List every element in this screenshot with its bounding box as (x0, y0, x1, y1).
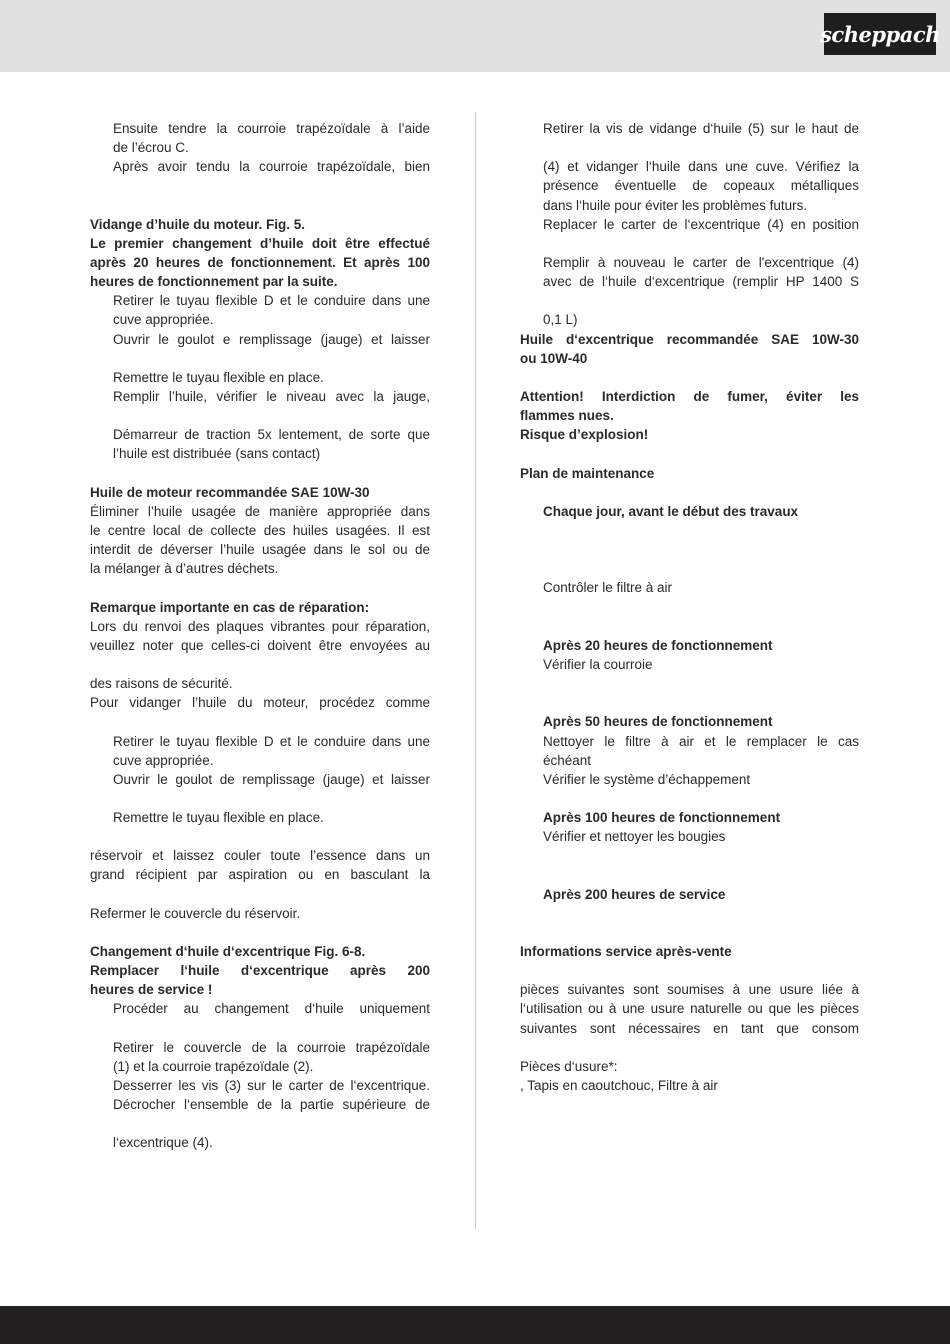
text-line: 0,1 L) (543, 312, 578, 328)
text-line: veuillez noter que celles-ci doivent être envoyées au (90, 637, 430, 653)
blank-line (520, 598, 859, 617)
text-line: de l’écrou C. (113, 140, 189, 156)
heading-line: heures de service ! (90, 982, 213, 998)
heading-line: Après 50 heures de fonctionnement (543, 714, 773, 730)
text-line: Vérifier la courroie (543, 656, 653, 672)
blank-line (520, 789, 859, 808)
blank-line (520, 904, 859, 923)
text-line: Retirer la vis de vidange d‘huile (5) sur le haut de (543, 121, 859, 136)
blank-line (520, 483, 859, 502)
blank-line (520, 291, 859, 310)
text-line: Remettre le tuyau flexible en place. (113, 369, 324, 385)
text-line: Remplir l’huile, vérifier le niveau avec la jauge, (113, 388, 430, 404)
text-line: Retirer le tuyau flexible D et le conduire dans une (113, 733, 430, 749)
heading-line: Remplacer l‘huile d‘excentrique après 200 (90, 963, 430, 979)
blank-line (90, 655, 430, 674)
brand-logo: scheppach (824, 13, 936, 55)
text-line: Pièces d‘usure*: (520, 1058, 618, 1074)
heading-line: ou 10W-40 (520, 350, 588, 366)
text-line: l’huile est distribuée (sans contact) (113, 446, 321, 462)
text-line: suivantes sont nécessaires en tant que consom (520, 1020, 859, 1036)
text-line: Décrocher l‘ensemble de la partie supérieure de (113, 1097, 430, 1113)
text-line: Lors du renvoi des plaques vibrantes pour réparation, (90, 618, 430, 634)
heading-line: Vidange d’huile du moteur. Fig. 5. (90, 216, 306, 232)
text-line: Après avoir tendu la courroie trapézoïdale, bien (113, 159, 430, 175)
text-line: Remplir à nouveau le carter de l'excentrique (4) (543, 254, 859, 270)
blank-line (520, 617, 859, 636)
text-line: l‘utilisation ou à une usure naturelle ou que les pièces (520, 1001, 859, 1017)
heading-line: flammes nues. (520, 408, 614, 424)
heading-line: Changement d‘huile d‘excentrique Fig. 6-8. (90, 944, 366, 960)
text-line: cuve appropriée. (113, 312, 214, 328)
blank-line (520, 368, 859, 387)
blank-line (520, 234, 859, 253)
blank-line (90, 885, 430, 904)
text-line: Ouvrir le goulot de remplissage (jauge) et laisser (113, 771, 430, 787)
text-line: avec de l‘huile d‘excentrique (remplir HP 1400 S (543, 274, 859, 290)
blank-line (520, 846, 859, 865)
text-line: Ouvrir le goulot e remplissage (jauge) et laisser (113, 331, 430, 347)
blank-line (90, 712, 430, 731)
heading-line: Après 100 heures de fonctionnement (543, 810, 781, 826)
right-text-column (520, 119, 859, 1095)
heading-line: Huile d‘excentrique recommandée SAE 10W-30 (520, 331, 859, 347)
blank-line (520, 138, 859, 157)
text-line: Refermer le couvercle du réservoir. (90, 905, 301, 921)
blank-line (520, 693, 859, 712)
text-line: Éliminer l’huile usagée de manière appropriée dans (90, 503, 430, 519)
blank-line (90, 176, 430, 195)
blank-line (90, 196, 430, 215)
text-line: la mélanger à d’autres déchets. (90, 561, 279, 577)
text-line: réservoir et laissez couler toute l’essence dans un (90, 848, 430, 864)
blank-line (520, 923, 859, 942)
text-line: Retirer le couvercle de la courroie trapézoïdale (113, 1039, 430, 1055)
heading-line: Après 200 heures de service (543, 886, 726, 902)
blank-line (520, 521, 859, 540)
text-line: Retirer le tuyau flexible D et le conduire dans une (113, 293, 430, 309)
blank-line (520, 961, 859, 980)
text-line: (1) et la courroie trapézoïdale (2). (113, 1058, 314, 1074)
text-line: (4) et vidanger l‘huile dans une cuve. Vérifiez la (543, 159, 859, 175)
heading-line: Remarque importante en cas de réparation: (90, 599, 370, 615)
blank-line (520, 540, 859, 559)
blank-line (90, 923, 430, 942)
text-line: cuve appropriée. (113, 752, 214, 768)
blank-line (90, 1019, 430, 1038)
header-bar (0, 0, 950, 72)
blank-line (90, 789, 430, 808)
blank-line (90, 464, 430, 483)
heading-line: après 20 heures de fonctionnement. Et après 100 (90, 254, 430, 270)
text-line: Ensuite tendre la courroie trapézoïdale à l’aide (113, 121, 430, 136)
heading-line: Le premier changement d’huile doit être effectué (90, 235, 430, 251)
text-line: Nettoyer le filtre à air et le remplacer le cas (543, 733, 859, 749)
blank-line (520, 559, 859, 578)
heading-line: Plan de maintenance (520, 465, 655, 481)
heading-line: Chaque jour, avant le début des travaux (543, 503, 799, 519)
text-line: Remettre le tuyau flexible en place. (113, 810, 324, 826)
text-line: Vérifier le système d’échappement (543, 771, 751, 787)
text-line: Démarreur de traction 5x lentement, de sorte que (113, 427, 430, 443)
text-line: dans l‘huile pour éviter les problèmes futurs. (543, 197, 808, 213)
heading-line: Attention! Interdiction de fumer, éviter les (520, 388, 859, 404)
blank-line (90, 578, 430, 597)
left-text-column (90, 119, 430, 1153)
text-line: Contrôler le filtre à air (543, 580, 673, 596)
blank-line (520, 674, 859, 693)
blank-line (90, 406, 430, 425)
column-divider (475, 112, 476, 1230)
heading-line: Informations service après-vente (520, 944, 732, 960)
heading-line: heures de fonctionnement par la suite. (90, 274, 338, 290)
blank-line (90, 1114, 430, 1133)
text-line: pièces suivantes sont soumises à une usure liée à (520, 982, 859, 998)
text-line: le centre local de collecte des huiles usagées. Il est (90, 522, 430, 538)
footer-bar (0, 1306, 950, 1344)
blank-line (90, 349, 430, 368)
blank-line (520, 444, 859, 463)
heading-line: Risque d’explosion! (520, 427, 649, 443)
text-line: , Tapis en caoutchouc, Filtre à air (520, 1078, 718, 1094)
text-line: Replacer le carter de l‘excentrique (4) en position (543, 216, 859, 232)
text-line: Procéder au changement d‘huile uniquement (113, 1001, 430, 1017)
text-line: grand récipient par aspiration ou en basculant la (90, 867, 430, 883)
text-line: échéant (543, 752, 592, 768)
text-line: présence éventuelle de copeaux métalliques (543, 178, 859, 194)
text-line: Desserrer les vis (3) sur le carter de l‘excentrique. (113, 1078, 430, 1094)
text-line: l‘excentrique (4). (113, 1135, 213, 1151)
blank-line (90, 827, 430, 846)
blank-line (520, 1038, 859, 1057)
text-line: Pour vidanger l’huile du moteur, procédez comme (90, 695, 430, 711)
heading-line: Huile de moteur recommandée SAE 10W-30 (90, 484, 370, 500)
text-line: Vérifier et nettoyer les bougies (543, 829, 726, 845)
text-line: interdit de déverser l’huile usagée dans le sol ou de (90, 542, 430, 558)
heading-line: Après 20 heures de fonctionnement (543, 637, 773, 653)
blank-line (520, 865, 859, 884)
text-line: des raisons de sécurité. (90, 676, 233, 692)
